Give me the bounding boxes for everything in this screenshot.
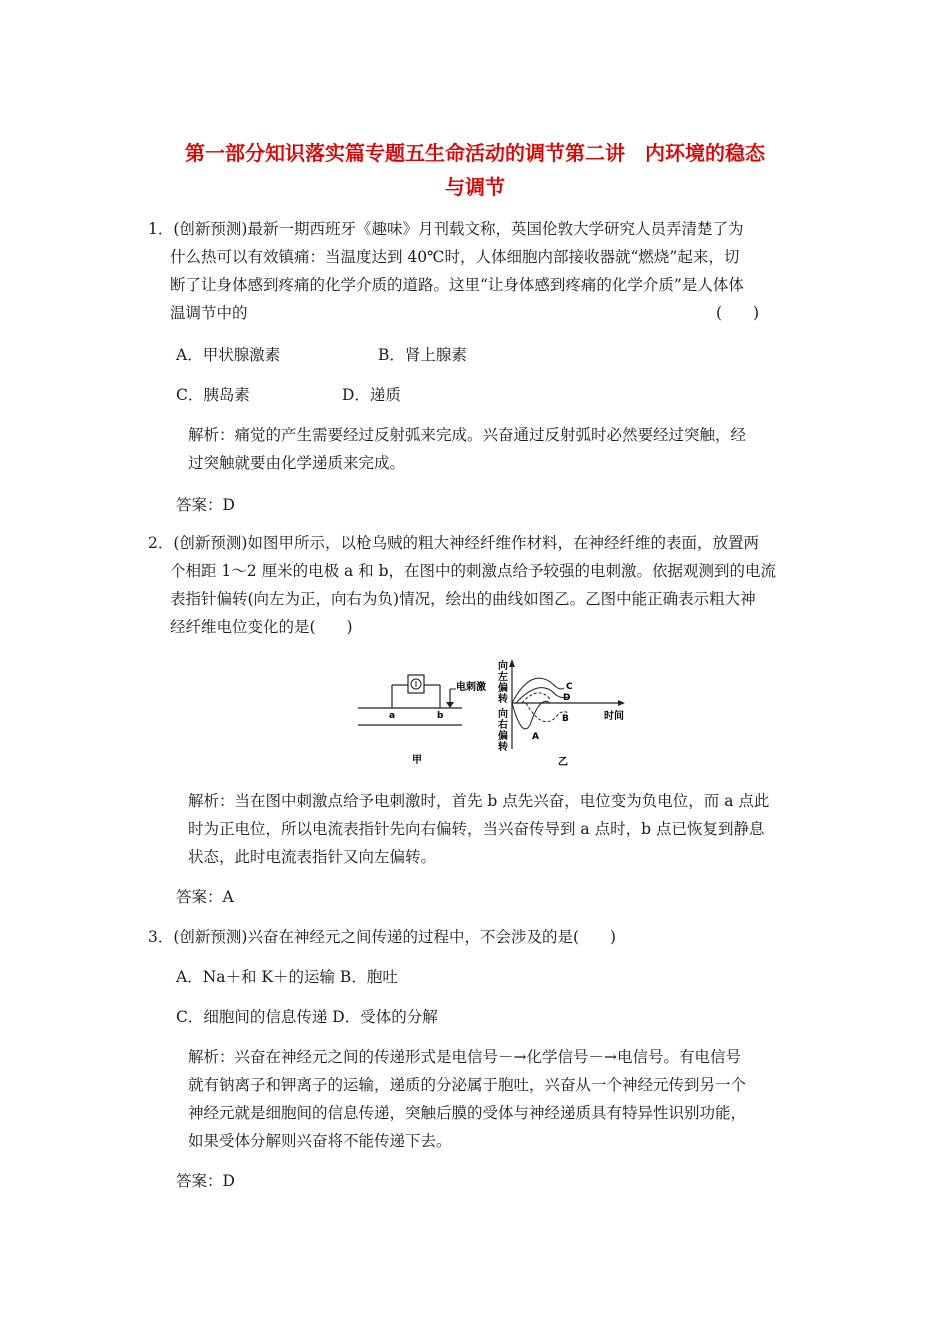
page-title-line2: 与调节 bbox=[445, 175, 505, 199]
q2-analysis-line3: 状态，此时电流表指针又向左偏转。 bbox=[188, 848, 437, 866]
q1-stem-line1: 1．(创新预测)最新一期西班牙《趣味》月刊载文称，英国伦敦大学研究人员弄清楚了为 bbox=[148, 220, 744, 238]
q3-options-ab: A．Na＋和 K＋的运输 B．胞吐 bbox=[176, 968, 398, 986]
q2-analysis-line2: 时为正电位，所以电流表指针先向右偏转，当兴奋传导到 a 点时，b 点已恢复到静息 bbox=[188, 820, 765, 838]
y-down-3: 偏 bbox=[498, 731, 508, 742]
q3-analysis-line4: 如果受体分解则兴奋将不能传递下去。 bbox=[188, 1132, 452, 1150]
q1-answer: 答案：D bbox=[176, 496, 235, 514]
q1-analysis-line2: 过突触就要由化学递质来完成。 bbox=[188, 454, 406, 472]
q2-figure bbox=[350, 655, 650, 770]
q3-answer: 答案：D bbox=[176, 1172, 235, 1190]
figure-jia bbox=[358, 675, 486, 766]
figure-yi bbox=[498, 659, 625, 768]
q2-answer: 答案：A bbox=[176, 888, 234, 906]
caption-yi: 乙 bbox=[558, 757, 568, 768]
y-down-2: 右 bbox=[498, 720, 508, 731]
curve-label-c: C bbox=[566, 682, 573, 692]
q2-stem-line2: 个相距 1～2 厘米的电极 a 和 b，在图中的刺激点给予较强的电刺激。依据观测到的电流 bbox=[170, 562, 777, 580]
q1-answer-paren: ( ) bbox=[716, 304, 760, 322]
q2-stem-line3: 表指针偏转(向左为正，向右为负)情况，绘出的曲线如图乙。乙图中能正确表示粗大神 bbox=[170, 590, 756, 608]
q2-stem-line4: 经纤维电位变化的是( ) bbox=[170, 618, 353, 636]
q1-option-c: C．胰岛素 bbox=[176, 386, 250, 404]
y-up-4: 转 bbox=[498, 694, 508, 705]
q1-stem-line2: 什么热可以有效镇痛：当温度达到 40℃时，人体细胞内部接收器就“燃烧”起来，切 bbox=[170, 248, 740, 266]
curve-label-d: D bbox=[563, 693, 571, 703]
y-down-1: 向 bbox=[498, 709, 508, 720]
q1-stem-line4: 温调节中的 bbox=[170, 304, 248, 322]
q2-stem-line1: 2．(创新预测)如图甲所示，以枪乌贼的粗大神经纤维作材料，在神经纤维的表面，放置两 bbox=[148, 534, 759, 552]
y-down-4: 转 bbox=[498, 742, 508, 753]
electrode-a-label: a bbox=[389, 711, 396, 721]
x-label: 时间 bbox=[604, 711, 624, 722]
q1-stem-line3: 断了让身体感到疼痛的化学介质的道路。这里“让身体感到疼痛的化学介质”是人体体 bbox=[170, 276, 744, 294]
curve-label-b: B bbox=[562, 714, 569, 724]
q3-analysis-line1: 解析：兴奋在神经元之间的传递形式是电信号－→化学信号－→电信号。有电信号 bbox=[188, 1048, 741, 1066]
caption-jia: 甲 bbox=[412, 755, 422, 766]
curve-label-a: A bbox=[532, 732, 539, 742]
page-title-line1: 第一部分知识落实篇专题五生命活动的调节第二讲 内环境的稳态 bbox=[185, 141, 765, 165]
q2-analysis-line1: 解析：当在图中刺激点给予电刺激时，首先 b 点先兴奋，电位变为负电位，而 a 点此 bbox=[188, 792, 770, 810]
q1-option-b: B．肾上腺素 bbox=[378, 346, 467, 364]
q3-stem: 3．(创新预测)兴奋在神经元之间传递的过程中，不会涉及的是( ) bbox=[148, 928, 617, 946]
y-up-2: 左 bbox=[498, 672, 508, 683]
q3-analysis-line2: 就有钠离子和钾离子的运输，递质的分泌属于胞吐，兴奋从一个神经元传到另一个 bbox=[188, 1076, 747, 1094]
y-up-3: 偏 bbox=[498, 683, 508, 694]
q3-options-cd: C．细胞间的信息传递 D．受体的分解 bbox=[176, 1008, 438, 1026]
curve-a bbox=[512, 701, 550, 729]
q3-analysis-line3: 神经元就是细胞间的信息传递，突触后膜的受体与神经递质具有特异性识别功能， bbox=[188, 1104, 747, 1122]
electrode-b-label: b bbox=[437, 711, 444, 721]
y-up-1: 向 bbox=[498, 661, 508, 672]
q1-option-d: D．递质 bbox=[342, 386, 401, 404]
q1-option-a: A．甲状腺激素 bbox=[176, 346, 281, 364]
q1-analysis-line1: 解析：痛觉的产生需要经过反射弧来完成。兴奋通过反射弧时必然要经过突触，经 bbox=[188, 426, 747, 444]
stim-label: 电刺激 bbox=[456, 682, 486, 693]
